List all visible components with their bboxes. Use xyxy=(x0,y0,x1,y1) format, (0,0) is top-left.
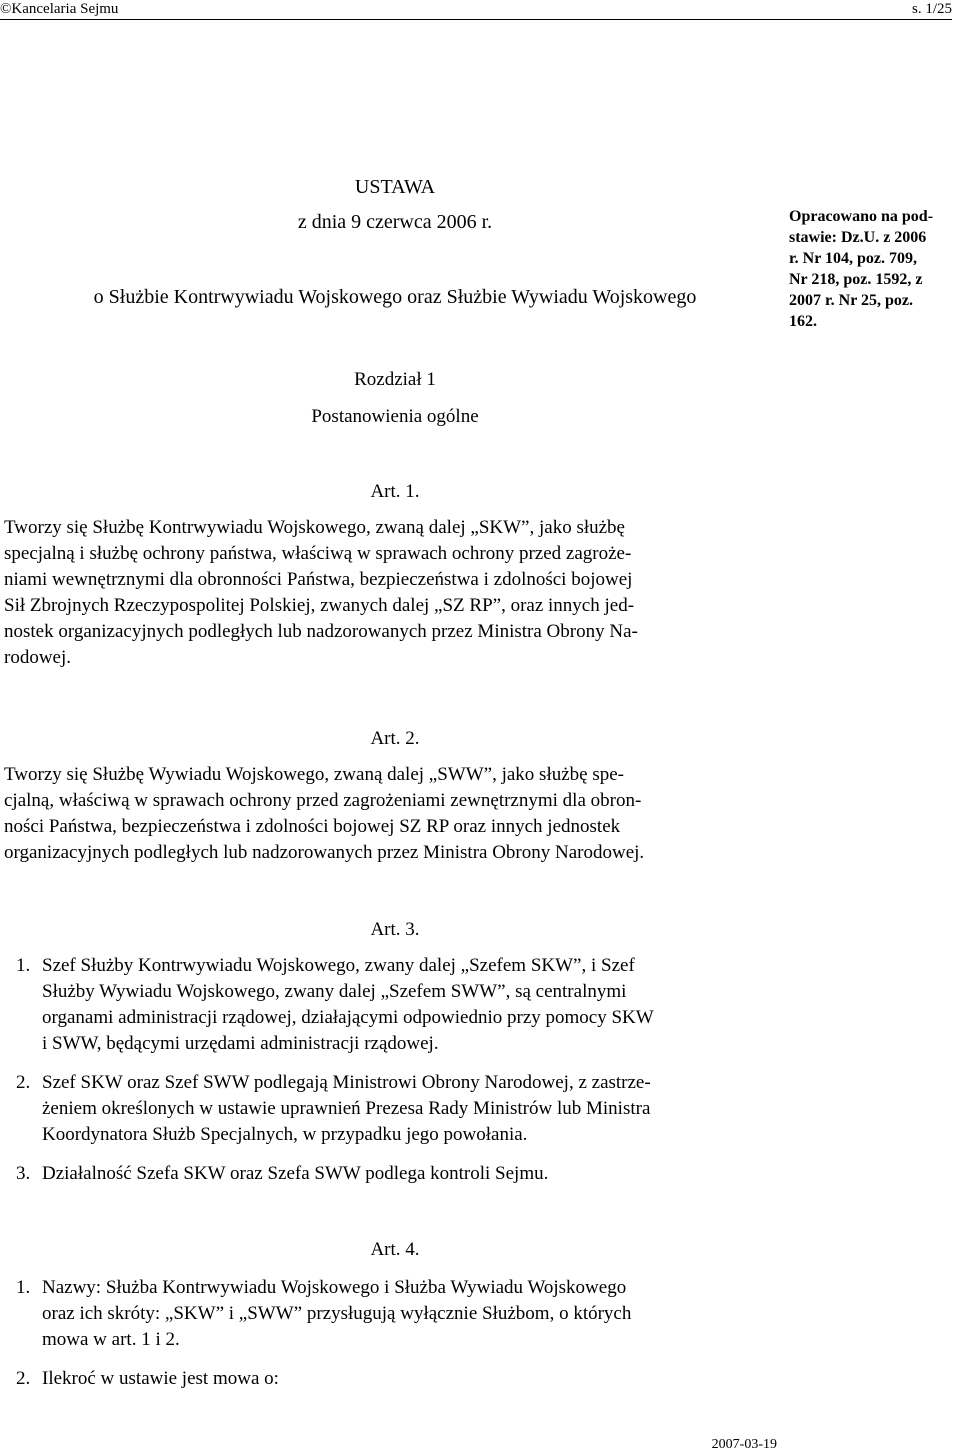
item-number: 2. xyxy=(16,1072,31,1093)
act-subject: o Służbie Kontrwywiadu Wojskowego oraz Służbie Wywiadu Wojskowego xyxy=(93,286,697,308)
article-heading: Art. 3. xyxy=(370,919,420,940)
text-line: Służby Wywiadu Wojskowego, zwany dalej „Szefem SWW”, są centralnymi xyxy=(42,981,627,1002)
text-line: Szef SKW oraz Szef SWW podlegają Ministrowi Obrony Narodowej, z zastrze- xyxy=(42,1072,651,1093)
margin-note xyxy=(789,206,960,332)
text-line: rodowej. xyxy=(4,647,72,668)
article-heading: Art. 4. xyxy=(370,1239,420,1260)
page-number: s. 1/25 xyxy=(911,1,952,17)
margin-note-line: 162. xyxy=(789,313,817,330)
text-line: Tworzy się Służbę Kontrwywiadu Wojskowego, zwaną dalej „SKW”, jako służbę xyxy=(4,517,625,538)
item-number: 2. xyxy=(16,1368,31,1389)
act-date: z dnia 9 czerwca 2006 r. xyxy=(297,211,493,233)
item-number: 3. xyxy=(16,1163,31,1184)
margin-note-line: 2007 r. Nr 25, poz. xyxy=(789,292,913,309)
article-heading: Art. 2. xyxy=(370,728,420,749)
item-number: 1. xyxy=(16,1277,31,1298)
text-line: Ilekroć w ustawie jest mowa o: xyxy=(42,1368,279,1389)
header-source: ©Kancelaria Sejmu xyxy=(0,1,119,17)
margin-note-line: Nr 218, poz. 1592, z xyxy=(789,271,923,288)
chapter-label: Rozdział 1 xyxy=(354,369,436,390)
text-line: Działalność Szefa SKW oraz Szefa SWW podlega kontroli Sejmu. xyxy=(42,1163,549,1184)
item-number: 1. xyxy=(16,955,31,976)
article-item xyxy=(16,1275,780,1353)
text-line: oraz ich skróty: „SKW” i „SWW” przysługują wyłącznie Służbom, o których xyxy=(42,1303,632,1324)
text-line: specjalną i służbę ochrony państwa, właściwą w sprawach ochrony przed zagroże- xyxy=(4,543,632,564)
article-body xyxy=(4,515,780,671)
header-divider xyxy=(0,19,952,20)
footer-date: 2007-03-19 xyxy=(711,1437,777,1452)
text-line: organizacyjnych podległych lub nadzorowanych przez Ministra Obrony Narodowej. xyxy=(4,842,645,863)
article-body xyxy=(4,762,780,866)
text-line: żeniem określonych w ustawie uprawnień Prezesa Rady Ministrów lub Ministra xyxy=(42,1098,651,1119)
margin-note-line: Opracowano na pod- xyxy=(789,208,934,225)
article-item xyxy=(16,1070,780,1148)
chapter-title: Postanowienia ogólne xyxy=(311,406,479,427)
text-line: organami administracji rządowej, działającymi odpowiednio przy pomocy SKW xyxy=(42,1007,654,1028)
text-line: Tworzy się Służbę Wywiadu Wojskowego, zwaną dalej „SWW”, jako służbę spe- xyxy=(4,764,625,785)
text-line: nostek organizacyjnych podległych lub nadzorowanych przez Ministra Obrony Na- xyxy=(4,621,638,642)
article-item xyxy=(16,1366,780,1392)
article-item xyxy=(16,1161,780,1187)
text-line: niami wewnętrznymi dla obronności Państwa, bezpieczeństwa i zdolności bojowej xyxy=(4,569,633,590)
article-heading: Art. 1. xyxy=(370,481,420,502)
act-type: USTAWA xyxy=(354,176,436,198)
text-line: ności Państwa, bezpieczeństwa i zdolności bojowej SZ RP oraz innych jednostek xyxy=(4,816,621,837)
text-line: Sił Zbrojnych Rzeczypospolitej Polskiej, zwanych dalej „SZ RP”, oraz innych jed- xyxy=(4,595,635,616)
text-line: cjalną, właściwą w sprawach ochrony przed zagrożeniami zewnętrznymi dla obron- xyxy=(4,790,642,811)
margin-note-line: stawie: Dz.U. z 2006 xyxy=(789,229,927,246)
text-line: mowa w art. 1 i 2. xyxy=(42,1329,180,1350)
margin-note-line: r. Nr 104, poz. 709, xyxy=(789,250,917,267)
text-line: Szef Służby Kontrwywiadu Wojskowego, zwany dalej „Szefem SKW”, i Szef xyxy=(42,955,635,976)
text-line: Koordynatora Służb Specjalnych, w przypadku jego powołania. xyxy=(42,1124,528,1145)
text-line: Nazwy: Służba Kontrwywiadu Wojskowego i Służba Wywiadu Wojskowego xyxy=(42,1277,627,1298)
text-line: i SWW, będącymi urzędami administracji rządowej. xyxy=(42,1033,439,1054)
article-item xyxy=(16,953,780,1057)
